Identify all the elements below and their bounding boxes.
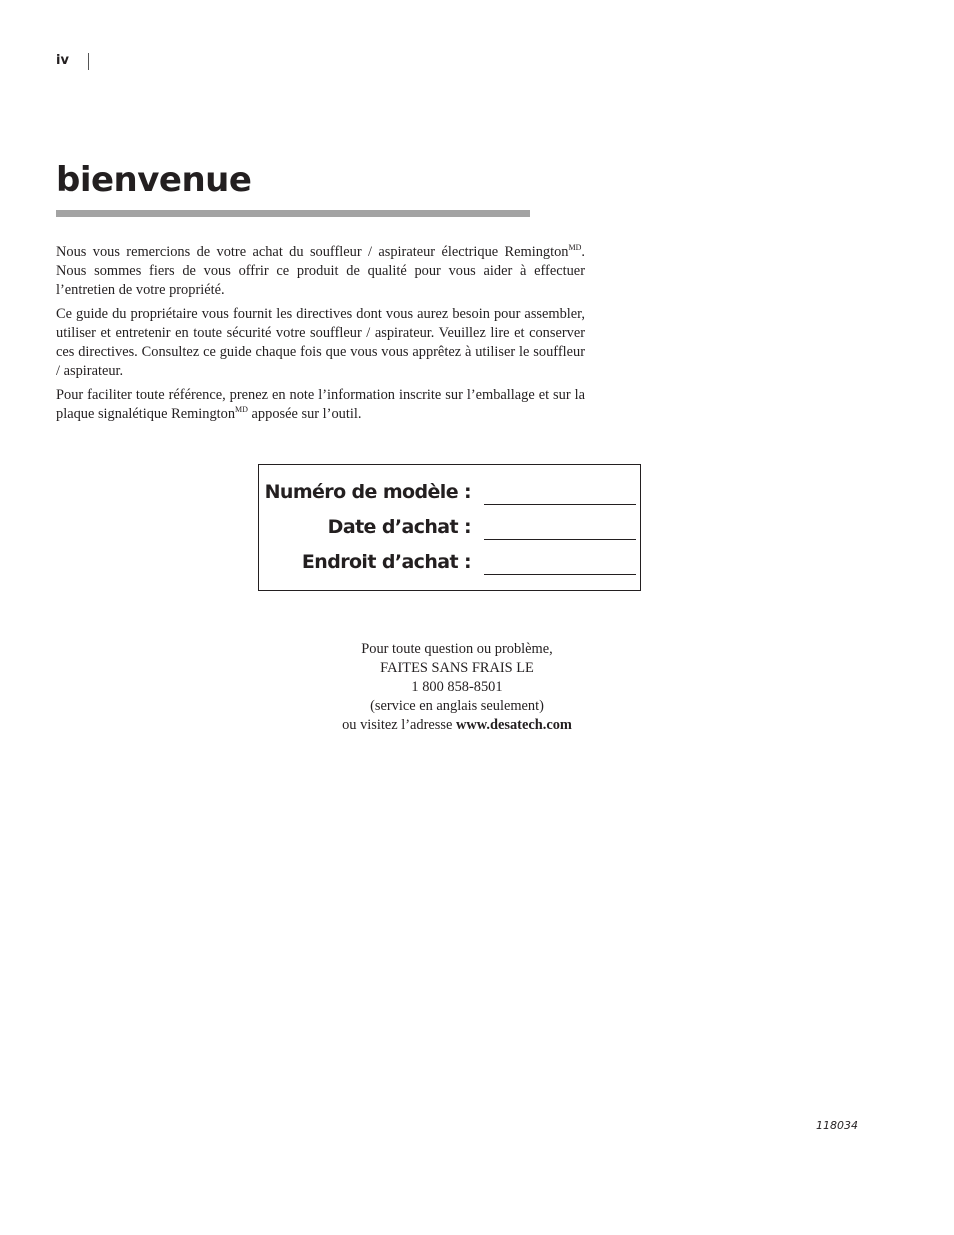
contact-line-4: (service en anglais seulement) (370, 698, 544, 714)
intro-paragraph-3: Pour faciliter toute référence, prenez en note l’information inscrite sur l’emballage et sur la plaque signalétique Remington$^{MD}$ apposée sur l’outil. (56, 387, 585, 422)
purchase-record-box (258, 464, 641, 591)
intro-paragraph-1: Nous vous remercions de votre achat du souffleur / aspirateur électrique Remington$^{MD}$. Nous sommes fiers de vous offrir ce produit de qualité pour vous aider à effectuer l’entretien de votre propriété. (56, 243, 585, 298)
page-number: iv (56, 53, 69, 68)
purchase-place-label: Endroit d’achat : (301, 551, 471, 573)
intro-text (56, 243, 585, 429)
purchase-date-row (259, 516, 640, 546)
header-divider (88, 53, 89, 70)
trademark-mark: MD (568, 243, 582, 252)
contact-line-5: ou visitez l’adresse www.desatech.com (342, 717, 572, 733)
model-number-row (259, 481, 640, 511)
purchase-date-blank (484, 539, 636, 540)
model-number-blank (484, 504, 636, 505)
contact-line-1: Pour toute question ou problème, (361, 641, 553, 657)
page-title: bienvenue (56, 160, 252, 200)
intro-paragraph-2: Ce guide du propriétaire vous fournit les directives dont vous aurez besoin pour assembler, utiliser et entretenir en toute sécurité votre souffleur / aspirateur. Veuillez lire et conserver ces directives. Consultez ce guide chaque fois que vous vous apprêtez à utiliser le souffleur / aspirateur. (56, 306, 585, 379)
document-code: 118034 (816, 1119, 858, 1132)
contact-line-2: FAITES SANS FRAIS LE (380, 660, 534, 676)
trademark-mark: MD (235, 405, 248, 414)
purchase-place-blank (484, 574, 636, 575)
contact-info (257, 640, 657, 735)
title-underline-bar (56, 210, 530, 217)
purchase-date-label: Date d’achat : (327, 516, 471, 538)
contact-phone: 1 800 858-8501 (411, 679, 503, 695)
purchase-place-row (259, 551, 640, 581)
website-link[interactable]: www.desatech.com (455, 717, 572, 733)
model-number-label: Numéro de modèle : (264, 481, 471, 503)
